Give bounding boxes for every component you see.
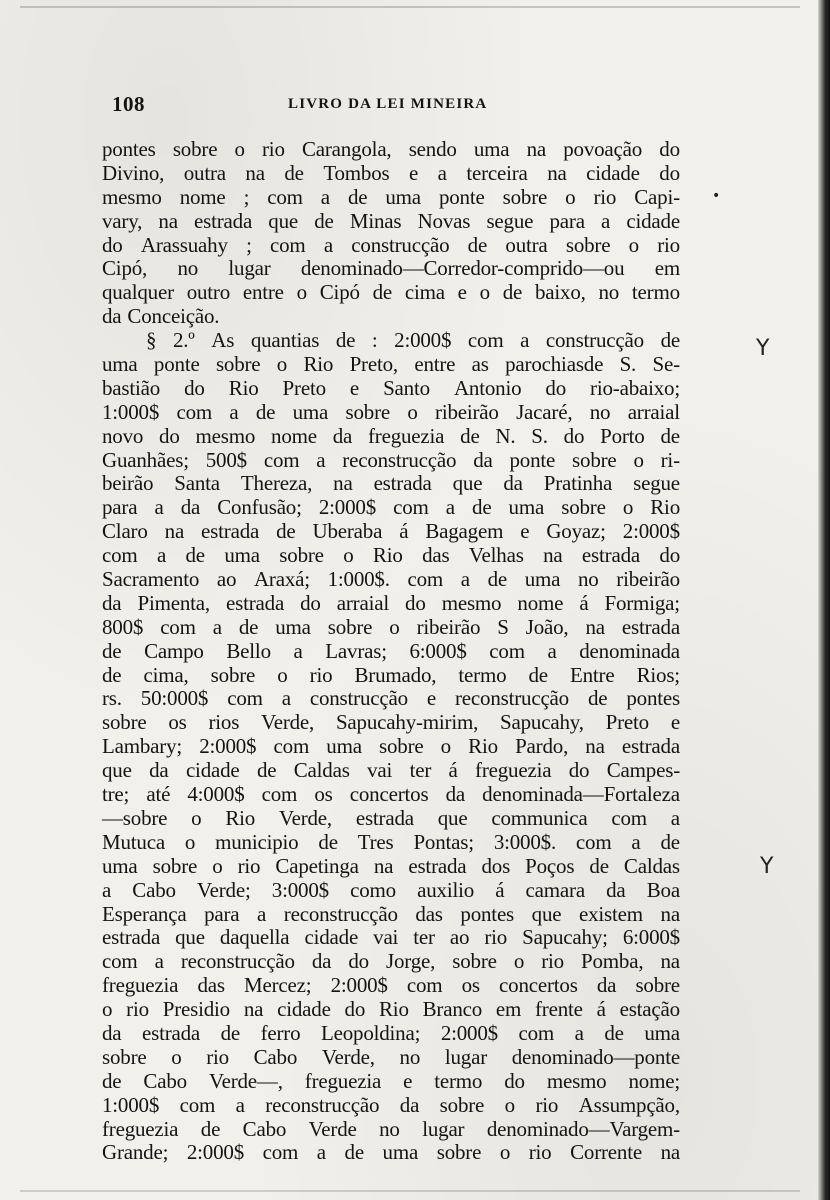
text-line: Guanhães; 500$ com a reconstrucção da ponte sobre o ri- — [102, 447, 680, 472]
text-line: 800$ com a de uma sobre o ribeirão S João, na estrada — [102, 614, 680, 639]
text-line: Cipó, no lugar denominado—Corredor-comprido—ou em — [102, 256, 680, 281]
text-line: 1:000$ com a de uma sobre o ribeirão Jacaré, no arraial — [102, 399, 680, 424]
page-number: 108 — [112, 92, 145, 116]
text-line: estrada que daquella cidade vai ter ao rio Sapucahy; 6:000$ — [102, 925, 680, 950]
text-line: Claro na estrada de Uberaba á Bagagem e Goyaz; 2:000$ — [102, 519, 680, 544]
text-line: vary, na estrada que de Minas Novas segue para a cidade — [102, 208, 680, 233]
bottom-border-line — [20, 1190, 800, 1192]
text-line: novo do mesmo nome da freguezia de N. S. do Porto de — [102, 423, 680, 448]
text-line: Sacramento ao Araxá; 1:000$. com a de uma no ribeirão — [102, 567, 680, 592]
text-line: uma ponte sobre o Rio Preto, entre as parochiasde S. Se- — [102, 352, 680, 377]
top-border-line — [20, 6, 800, 8]
running-head: LIVRO DA LEI MINEIRA — [288, 96, 488, 112]
text-line: rs. 50:000$ com a construcção e reconstrucção de pontes — [102, 686, 680, 711]
text-line: de Campo Bello a Lavras; 6:000$ com a denominada — [102, 638, 680, 663]
text-line: com a de uma sobre o Rio das Velhas na estrada do — [102, 543, 680, 568]
margin-dot-mark: • — [712, 188, 721, 204]
text-line: da estrada de ferro Leopoldina; 2:000$ com a de uma — [102, 1020, 680, 1045]
text-line: de cima, sobre o rio Brumado, termo de Entre Rios; — [102, 662, 680, 687]
margin-tick-mark: Y — [756, 336, 770, 361]
text-line: da Conceição. — [102, 304, 220, 329]
text-line: o rio Presidio na cidade do Rio Branco em frente á estação — [102, 997, 680, 1022]
text-line: —sobre o Rio Verde, estrada que communica com a — [102, 805, 680, 830]
text-line: uma sobre o rio Capetinga na estrada dos Poços de Caldas — [102, 853, 680, 878]
text-line: mesmo nome ; com a de uma ponte sobre o rio Capi- — [102, 184, 680, 209]
text-line: para a da Confusão; 2:000$ com a de uma sobre o Rio — [102, 495, 680, 520]
text-line: a Cabo Verde; 3:000$ como auxilio á camara da Boa — [102, 877, 680, 902]
margin-tick-mark-2: Y — [760, 854, 774, 879]
text-line: de Cabo Verde—, freguezia e termo do mesmo nome; — [102, 1068, 680, 1093]
text-line: freguezia de Cabo Verde no lugar denominado—Vargem- — [102, 1116, 680, 1141]
text-line: 1:000$ com a reconstrucção da sobre o rio Assumpção, — [102, 1092, 680, 1117]
body-text — [102, 138, 680, 1165]
text-line: tre; até 4:000$ com os concertos da denominada—Fortaleza — [102, 782, 680, 807]
text-line: Divino, outra na de Tombos e a terceira na cidade do — [102, 160, 680, 185]
text-line: bastião do Rio Preto e Santo Antonio do rio-abaixo; — [102, 375, 680, 400]
text-line: sobre o rio Cabo Verde, no lugar denominado—ponte — [102, 1044, 680, 1069]
text-line: pontes sobre o rio Carangola, sendo uma na povoação do — [102, 137, 680, 161]
text-line: Grande; 2:000$ com a de uma sobre o rio Corrente na — [102, 1140, 680, 1165]
text-line: freguezia das Mercez; 2:000$ com os concertos da sobre — [102, 973, 680, 998]
text-line: da Pimenta, estrada do arraial do mesmo nome á Formiga; — [102, 590, 680, 615]
text-line: § 2.º As quantias de : 2:000$ com a construcção de — [146, 328, 680, 353]
text-line: Esperança para a reconstrucção das pontes que existem na — [102, 901, 680, 926]
text-line: do Arassuahy ; com a construcção de outra sobre o rio — [102, 232, 680, 257]
text-line: sobre os rios Verde, Sapucahy-mirim, Sapucahy, Preto e — [102, 710, 680, 735]
text-line: que da cidade de Caldas vai ter á freguezia do Campes- — [102, 758, 680, 783]
text-line: qualquer outro entre o Cipó de cima e o de baixo, no termo — [102, 280, 680, 305]
binding-edge-shadow — [818, 0, 830, 1200]
text-line: Mutuca o municipio de Tres Pontas; 3:000$. com a de — [102, 829, 680, 854]
text-line: com a reconstrucção da do Jorge, sobre o rio Pomba, na — [102, 949, 680, 974]
text-line: beirão Santa Thereza, na estrada que da Pratinha segue — [102, 471, 680, 496]
text-line: Lambary; 2:000$ com uma sobre o Rio Pardo, na estrada — [102, 734, 680, 759]
